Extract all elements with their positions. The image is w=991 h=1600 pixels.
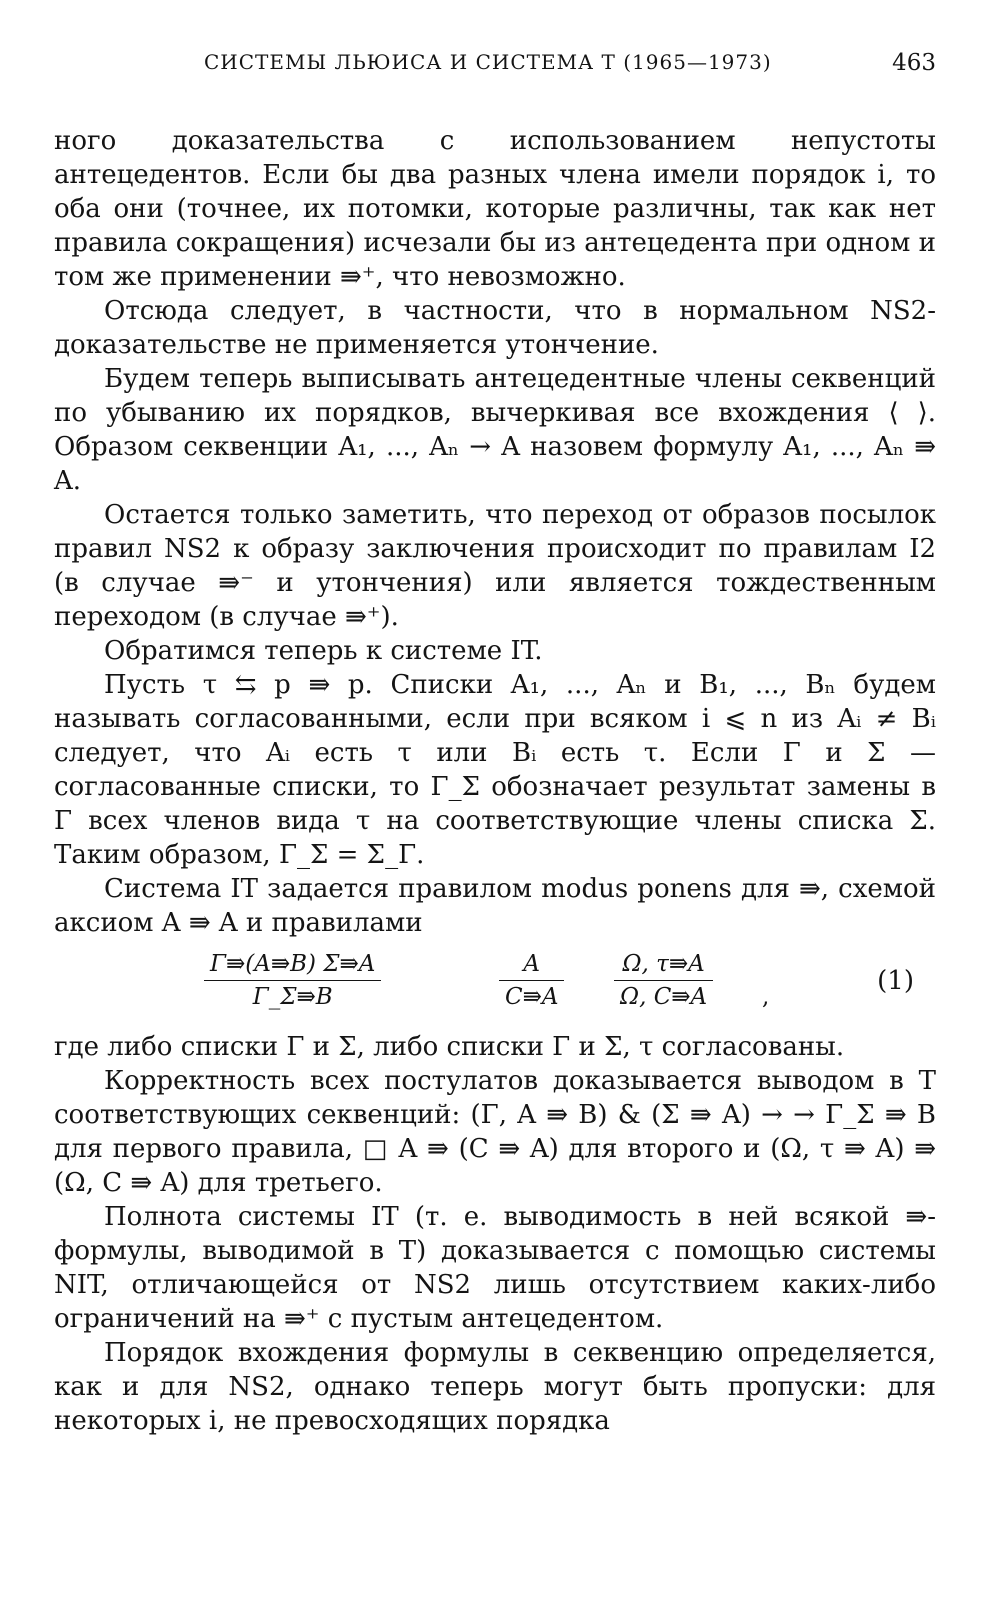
running-header bbox=[54, 48, 936, 88]
paragraph: Пусть τ ⇆ p ⇛ p. Списки A₁, ..., Aₙ и B₁, ..., Bₙ будем называть согласованными, если при всяком i ⩽ n из Aᵢ ≠ Bᵢ следует, что Aᵢ есть τ или Bᵢ есть τ. Если Γ и Σ — согласованные списки, то Γ_Σ обозначает результат замены в Γ всех членов вида τ на соответствующие члены списка Σ. Таким образом, Γ_Σ = Σ_Γ. bbox=[54, 670, 936, 870]
paragraph: Остается только заметить, что переход от образов посылок правил NS2 к образу заключения происходит по правилам I2 (в случае ⇛⁻ и утончения) или является тождественным переходом (в случае ⇛⁺). bbox=[54, 500, 936, 632]
equation-number: (1) bbox=[877, 966, 914, 996]
inference-rules-formula bbox=[54, 946, 936, 1022]
paragraph: Будем теперь выписывать антецедентные члены секвенций по убыванию их порядков, вычеркивая все вхождения ⟨ ⟩. Образом секвенции A₁, ..., Aₙ → A назовем формулу A₁, ..., Aₙ ⇛ A. bbox=[54, 364, 936, 496]
paragraph: Обратимся теперь к системе IT. bbox=[104, 636, 543, 666]
rule-modus-ponens bbox=[204, 950, 381, 1011]
running-title: СИСТЕМЫ ЛЬЮИСА И СИСТЕМА T (1965—1973) bbox=[204, 50, 772, 74]
rule3-numerator: Ω, τ⇛A bbox=[622, 951, 705, 977]
rule1-numerator: Γ⇛(A⇛B) Σ⇛A bbox=[210, 951, 376, 977]
paragraph: Порядок вхождения формулы в секвенцию определяется, как и для NS2, однако теперь могут быть пропуски: для некоторых i, не превосходящих порядка bbox=[54, 1338, 936, 1436]
rule-tau-substitution bbox=[614, 950, 713, 1011]
paragraph: Полнота системы IT (т. е. выводимость в ней всякой ⇛-формулы, выводимой в T) доказывается с помощью системы NIT, отличающейся от NS2 лишь отсутствием каких-либо ограничений на ⇛⁺ с пустым антецедентом. bbox=[54, 1202, 936, 1334]
formula-comma: , bbox=[762, 984, 770, 1010]
paragraph: Корректность всех постулатов доказывается выводом в T соответствующих секвенций: (Γ, A ⇛ B) & (Σ ⇛ A) → → Γ_Σ ⇛ B для первого правила, □ A ⇛ (C ⇛ A) для второго и (Ω, τ ⇛ A) ⇛ (Ω, C ⇛ A) для третьего. bbox=[54, 1066, 936, 1198]
paragraph: Отсюда следует, в частности, что в нормальном NS2-доказательстве не применяется утончение. bbox=[54, 296, 936, 360]
paragraph: где либо списки Γ и Σ, либо списки Γ и Σ, τ согласованы. bbox=[54, 1032, 845, 1062]
body-text bbox=[54, 124, 936, 1438]
rule2-denominator: C⇛A bbox=[499, 980, 564, 1011]
rule3-denominator: Ω, C⇛A bbox=[614, 980, 713, 1011]
page-number: 463 bbox=[892, 50, 936, 76]
rule-weakening bbox=[499, 950, 564, 1011]
paragraph: ного доказательства с использованием непустоты антецедентов. Если бы два разных члена имели порядок i, то оба они (точнее, их потомки, которые различны, так как нет правила сокращения) исчезали бы из антецедента при одном и том же применении ⇛⁺, что невозможно. bbox=[54, 126, 936, 292]
rule1-denominator: Γ_Σ⇛B bbox=[204, 980, 381, 1011]
paragraph: Система IT задается правилом modus ponens для ⇛, схемой аксиом A ⇛ A и правилами bbox=[54, 874, 936, 938]
rule2-numerator: A bbox=[523, 951, 541, 977]
